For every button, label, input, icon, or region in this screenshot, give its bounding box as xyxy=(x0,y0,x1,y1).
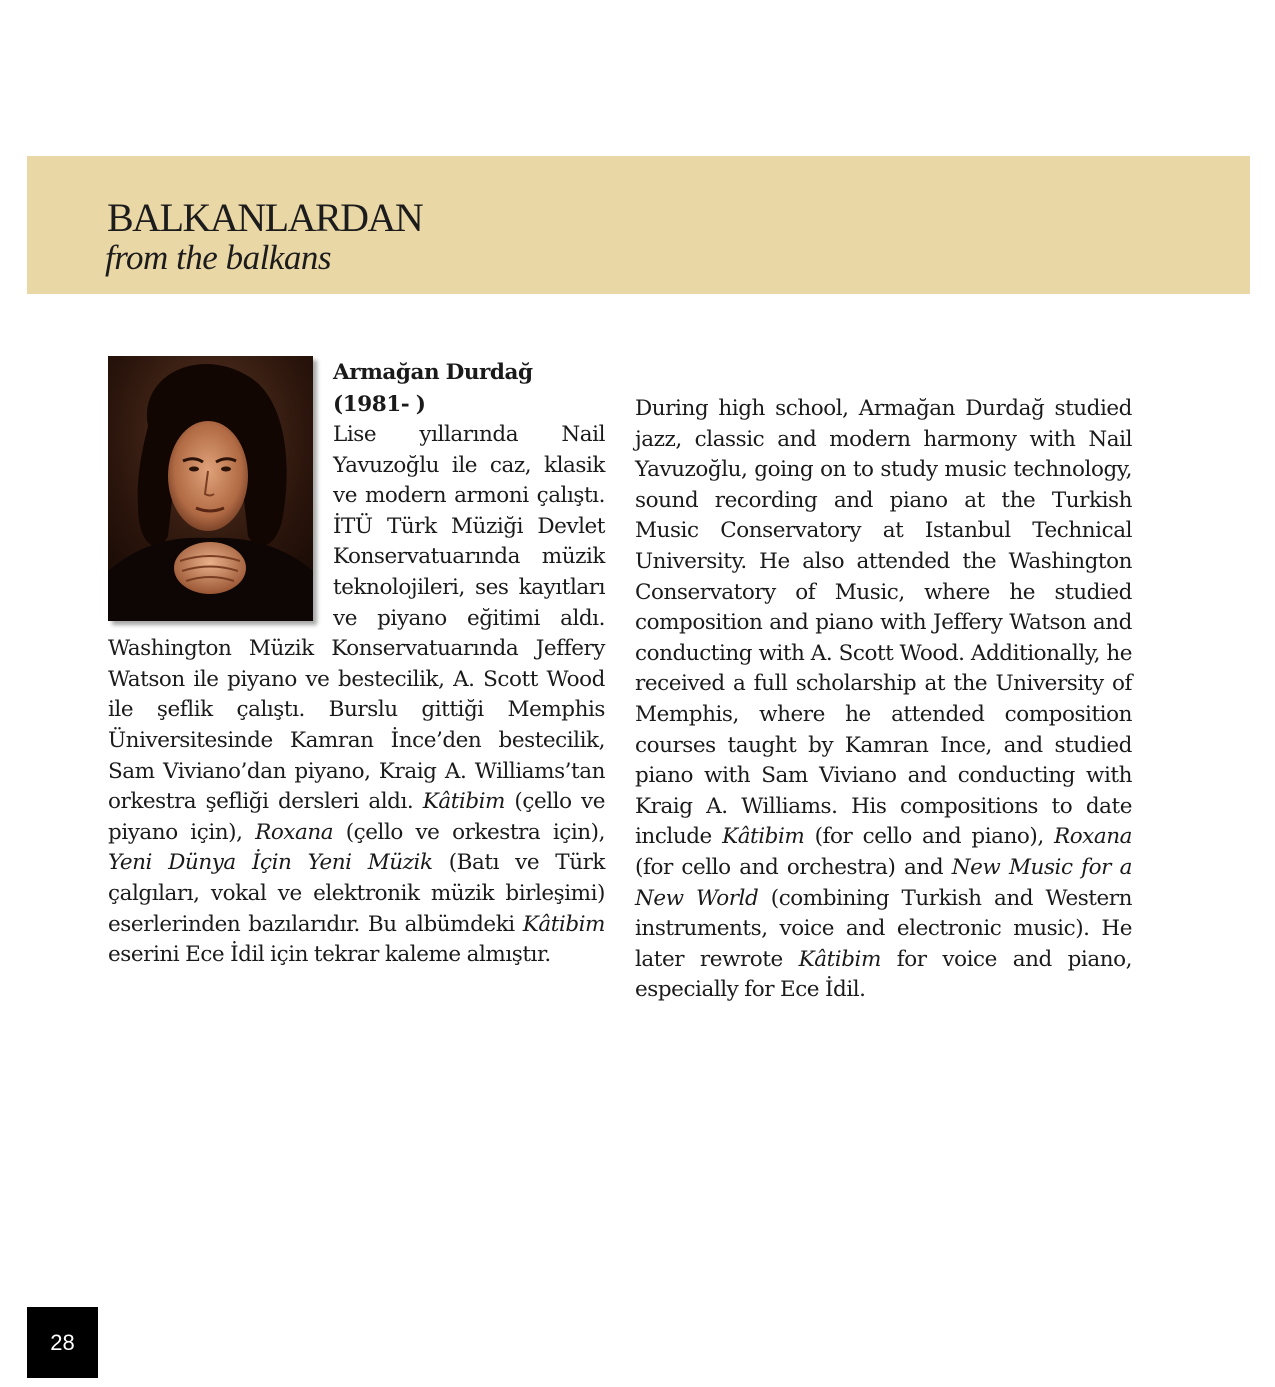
work-title: New Music for a New World xyxy=(635,854,1132,911)
composer-name: Armağan Durdağ xyxy=(333,360,533,385)
composer-portrait xyxy=(108,356,313,621)
work-title: Roxana xyxy=(255,819,334,845)
english-bio xyxy=(635,394,1132,1006)
bio-text: (çello ve orkestra için), xyxy=(333,819,605,845)
work-title: Kâtibim xyxy=(522,911,605,937)
turkish-column xyxy=(108,356,605,971)
section-title: BALKANLARDAN xyxy=(107,195,423,240)
work-title: Kâtibim xyxy=(722,824,805,850)
bio-text: (for cello and orchestra) and xyxy=(635,854,952,880)
page-number: 28 xyxy=(27,1307,98,1378)
header-band xyxy=(27,156,1250,294)
bio-text: (Batı ve Türk çalgıları, vokal ve elektronik müzik birleşimi) eserlerinden bazılarıdır. Bu albümdeki xyxy=(108,850,605,937)
bio-text: (çello ve piyano için), xyxy=(108,789,605,845)
work-title: Kâtibim xyxy=(798,946,881,972)
work-title: Roxana xyxy=(1053,824,1132,850)
portrait-image xyxy=(108,356,313,621)
bio-text: (combining Turkish and Western instruments, voice and electronic music). He later rewrote xyxy=(635,885,1132,972)
bio-text: Lise yıllarında Nail Yavuzoğlu ile caz, klasik ve modern armoni çalıştı. İTÜ Türk Müziği Devlet Konservatuarında müzik teknolojileri, ses kayıtları ve piyano eğitimi aldı. Washington Müzik Konservatuarında Jeffery Watson ile piyano ve bestecilik, A. Scott Wood ile şeflik çalıştı. Burslu gittiği Memphis Üniversitesinde Kamran İnce’den bestecilik, Sam Viviano’dan piyano, Kraig A. Williams’tan orkestra şefliği dersleri aldı. xyxy=(108,422,605,815)
work-title: Yeni Dünya İçin Yeni Müzik xyxy=(108,850,433,876)
work-title: Kâtibim xyxy=(422,789,505,815)
bio-text: eserini Ece İdil için tekrar kaleme almıştır. xyxy=(108,942,551,968)
bio-text: (for cello and piano), xyxy=(804,824,1054,850)
english-column xyxy=(635,394,1132,1006)
section-subtitle: from the balkans xyxy=(105,238,331,277)
bio-text: for voice and piano, especially for Ece İdil. xyxy=(635,946,1133,1003)
bio-text: During high school, Armağan Durdağ studied jazz, classic and modern harmony with Nail Yavuzoğlu, going on to study music technology, sound recording and piano at the Turkish Music Conservatory at Istanbul Technical University. He also attended the Washington Conservatory of Music, where he studied composition and piano with Jeffery Watson and conducting with A. Scott Wood. Additionally, he received a full scholarship at the University of Memphis, where he attended composition courses taught by Kamran Ince, and studied piano with Sam Viviano and conducting with Kraig A. Williams. His compositions to date include xyxy=(635,396,1132,850)
composer-years: (1981- ) xyxy=(333,392,426,417)
